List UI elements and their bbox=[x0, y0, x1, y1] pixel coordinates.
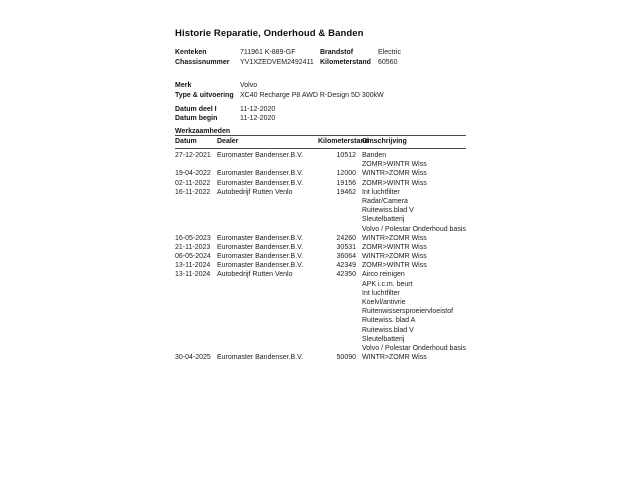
cell-datum bbox=[175, 289, 217, 298]
cell-omschrijving: Int luchtfilter bbox=[362, 188, 400, 196]
table-row bbox=[175, 169, 466, 178]
cell-datum bbox=[175, 344, 217, 353]
cell-omschrijving: APK i.c.m. beurt bbox=[362, 280, 413, 288]
cell-datum bbox=[175, 280, 217, 289]
cell-omschrijving: Airco reinigen bbox=[362, 271, 405, 279]
cell-km: 10512 bbox=[336, 152, 356, 159]
cell-omschrijving: Ruitewiss.blad V bbox=[362, 207, 414, 215]
cell-km bbox=[318, 344, 356, 353]
table-row bbox=[175, 353, 466, 362]
cell-km: 19462 bbox=[336, 188, 356, 196]
cell-dealer bbox=[217, 160, 318, 169]
cell-dealer: Autobedrijf Rutten Venlo bbox=[217, 271, 293, 279]
cell-km bbox=[318, 298, 356, 307]
cell-dealer bbox=[217, 298, 318, 307]
cell-dealer: Euromaster Bandenser.B.V. bbox=[217, 262, 304, 270]
column-header-datum: Datum bbox=[175, 138, 197, 145]
column-header-dealer: Dealer bbox=[217, 138, 239, 145]
cell-omschrijving: WINTR>ZOMR Wiss bbox=[362, 234, 427, 242]
table-row bbox=[175, 280, 466, 289]
cell-dealer: Euromaster Bandenser.B.V. bbox=[217, 234, 304, 242]
cell-km bbox=[318, 215, 356, 224]
table-row bbox=[175, 234, 466, 243]
cell-datum: 02-11-2022 bbox=[175, 179, 211, 187]
type-uitvoering-label: Type & uitvoering bbox=[175, 92, 234, 99]
merk-label: Merk bbox=[175, 82, 192, 89]
cell-omschrijving: Volvo / Polestar Onderhoud basis bbox=[362, 225, 466, 233]
table-row bbox=[175, 344, 466, 353]
cell-omschrijving: Int luchtfilter bbox=[362, 289, 400, 297]
cell-omschrijving: Banden bbox=[362, 152, 387, 159]
table-row bbox=[175, 188, 466, 197]
cell-datum bbox=[175, 335, 217, 344]
werkzaamheden-heading: Werkzaamheden bbox=[175, 128, 231, 135]
cell-omschrijving: ZOMR>WINTR Wiss bbox=[362, 161, 427, 169]
cell-km bbox=[318, 206, 356, 215]
cell-omschrijving: ZOMR>WINTR Wiss bbox=[362, 243, 427, 251]
cell-km: 24260 bbox=[336, 234, 356, 242]
brandstof-value: Electric bbox=[378, 49, 401, 56]
cell-datum bbox=[175, 160, 217, 169]
table-row bbox=[175, 225, 466, 234]
table-row bbox=[175, 179, 466, 188]
cell-datum: 06-05-2024 bbox=[175, 253, 211, 261]
table-row bbox=[175, 160, 466, 169]
cell-dealer: Euromaster Bandenser.B.V. bbox=[217, 152, 304, 159]
werkzaamheden-table-header bbox=[175, 135, 466, 149]
table-row bbox=[175, 316, 466, 325]
cell-datum bbox=[175, 326, 217, 335]
cell-omschrijving: WINTR>ZOMR Wiss bbox=[362, 253, 427, 261]
cell-omschrijving: ZOMR>WINTR Wiss bbox=[362, 179, 427, 187]
table-row bbox=[175, 307, 466, 316]
cell-dealer bbox=[217, 344, 318, 353]
cell-omschrijving: ZOMR>WINTR Wiss bbox=[362, 262, 427, 270]
cell-datum bbox=[175, 215, 217, 224]
cell-km: 36064 bbox=[336, 253, 356, 261]
cell-datum: 13-11-2024 bbox=[175, 262, 211, 270]
cell-datum bbox=[175, 225, 217, 234]
cell-km bbox=[318, 225, 356, 234]
chassisnummer-value: YV1XZEDVEM2492411 bbox=[240, 59, 314, 66]
cell-omschrijving: WINTR>ZOMR Wiss bbox=[362, 354, 427, 362]
werkzaamheden-rows bbox=[175, 149, 466, 363]
cell-km: 50090 bbox=[336, 354, 356, 362]
cell-km bbox=[318, 307, 356, 316]
datum-begin-value: 11-12-2020 bbox=[240, 115, 276, 122]
brandstof-label: Brandstof bbox=[320, 49, 354, 56]
type-uitvoering-value: XC40 Recharge P8 AWD R-Design 5D 300kW bbox=[240, 92, 384, 99]
cell-datum bbox=[175, 307, 217, 316]
cell-dealer bbox=[217, 215, 318, 224]
table-row bbox=[175, 252, 466, 261]
cell-datum bbox=[175, 206, 217, 215]
table-row bbox=[175, 206, 466, 215]
cell-omschrijving: Radar/Camera bbox=[362, 197, 408, 205]
werkzaamheden-table bbox=[175, 135, 466, 362]
cell-datum: 30-04-2025 bbox=[175, 354, 211, 362]
table-row bbox=[175, 243, 466, 252]
cell-dealer bbox=[217, 206, 318, 215]
cell-dealer: Euromaster Bandenser.B.V. bbox=[217, 170, 304, 178]
cell-km bbox=[318, 326, 356, 335]
cell-dealer bbox=[217, 225, 318, 234]
cell-km bbox=[318, 335, 356, 344]
cell-omschrijving: Ruitewiss. blad A bbox=[362, 317, 416, 325]
cell-km: 42350 bbox=[336, 271, 356, 279]
cell-km: 30531 bbox=[336, 243, 356, 251]
table-row bbox=[175, 270, 466, 279]
table-row bbox=[175, 261, 466, 270]
cell-datum: 16-11-2022 bbox=[175, 188, 211, 196]
datum-begin-label: Datum begin bbox=[175, 115, 218, 122]
chassisnummer-label: Chassisnummer bbox=[175, 59, 230, 66]
cell-omschrijving: WINTR>ZOMR Wiss bbox=[362, 170, 427, 178]
cell-omschrijving: Volvo / Polestar Onderhoud basis bbox=[362, 344, 466, 352]
cell-km bbox=[318, 160, 356, 169]
cell-dealer bbox=[217, 316, 318, 325]
cell-datum: 16-05-2023 bbox=[175, 234, 211, 242]
cell-km bbox=[318, 197, 356, 206]
cell-datum bbox=[175, 298, 217, 307]
cell-dealer bbox=[217, 197, 318, 206]
datum-deel-label: Datum deel I bbox=[175, 106, 217, 113]
cell-dealer bbox=[217, 307, 318, 316]
table-row bbox=[175, 151, 466, 160]
kenteken-label: Kenteken bbox=[175, 49, 207, 56]
cell-dealer: Autobedrijf Rutten Venlo bbox=[217, 188, 293, 196]
cell-km: 42349 bbox=[336, 262, 356, 270]
column-header-kilometerstand: Kilometerstand bbox=[318, 138, 369, 145]
merk-value: Volvo bbox=[240, 82, 258, 89]
cell-datum: 27-12-2021 bbox=[175, 152, 211, 159]
table-row bbox=[175, 326, 466, 335]
table-row bbox=[175, 298, 466, 307]
cell-km bbox=[318, 316, 356, 325]
cell-dealer: Euromaster Bandenser.B.V. bbox=[217, 253, 304, 261]
table-row bbox=[175, 197, 466, 206]
cell-datum bbox=[175, 197, 217, 206]
cell-datum bbox=[175, 316, 217, 325]
cell-dealer: Euromaster Bandenser.B.V. bbox=[217, 179, 304, 187]
cell-km: 12000 bbox=[336, 170, 356, 178]
table-row bbox=[175, 335, 466, 344]
kilometerstand-value: 60560 bbox=[378, 59, 398, 66]
datum-deel-value: 11-12-2020 bbox=[240, 106, 276, 113]
cell-datum: 13-11-2024 bbox=[175, 271, 211, 279]
kilometerstand-label: Kilometerstand bbox=[320, 59, 371, 66]
table-row bbox=[175, 289, 466, 298]
page-title: Historie Reparatie, Onderhoud & Banden bbox=[175, 28, 364, 39]
cell-omschrijving: Ruitenwissersproeiervloeistof bbox=[362, 308, 454, 316]
cell-dealer bbox=[217, 289, 318, 298]
cell-omschrijving: Ruitewiss.blad V bbox=[362, 326, 414, 334]
cell-datum: 19-04-2022 bbox=[175, 170, 211, 178]
cell-km: 19156 bbox=[336, 179, 356, 187]
cell-omschrijving: Sleutelbatterij bbox=[362, 335, 405, 343]
table-row bbox=[175, 215, 466, 224]
cell-km bbox=[318, 280, 356, 289]
cell-dealer bbox=[217, 280, 318, 289]
cell-dealer: Euromaster Bandenser.B.V. bbox=[217, 243, 304, 251]
column-header-omschrijving: Omschrijving bbox=[362, 138, 407, 145]
cell-omschrijving: Sleutelbatterij bbox=[362, 216, 405, 224]
cell-dealer: Euromaster Bandenser.B.V. bbox=[217, 354, 304, 362]
kenteken-value: 711961 K-889-GF bbox=[240, 49, 296, 56]
cell-omschrijving: Koelvl/antivrie bbox=[362, 299, 406, 306]
cell-dealer bbox=[217, 326, 318, 335]
cell-km bbox=[318, 289, 356, 298]
cell-dealer bbox=[217, 335, 318, 344]
cell-datum: 21-11-2023 bbox=[175, 243, 211, 251]
